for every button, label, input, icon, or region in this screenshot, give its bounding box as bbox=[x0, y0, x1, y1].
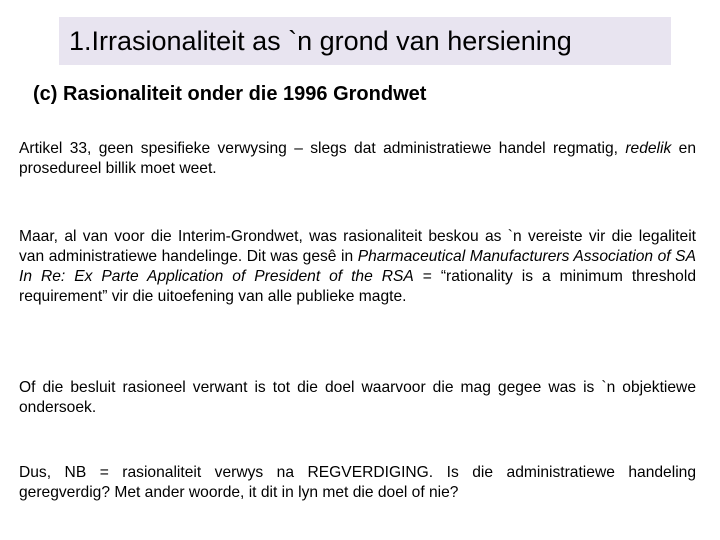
slide-title: 1.Irrasionaliteit as `n grond van hersiening bbox=[69, 25, 572, 56]
paragraph-regverdiging bbox=[19, 463, 696, 503]
italic-term: redelik bbox=[625, 140, 672, 157]
paragraph-interim-grondwet bbox=[19, 227, 696, 307]
paragraph-text: Of die besluit rasioneel verwant is tot die doel waarvoor die mag gegee was is `n objektiewe ondersoek. bbox=[19, 379, 696, 416]
paragraph-text: Maar, al van voor die Interim-Grondwet, was rasionaliteit beskou as `n vereiste vir die legaliteit van administratiewe handelinge. Dit was gesê in bbox=[19, 228, 696, 265]
paragraph-text: Dus, NB = rasionaliteit verwys na REGVERDIGING. Is die administratiewe handeling geregverdig? Met ander woorde, it dit in lyn met die doel of nie? bbox=[19, 464, 696, 501]
paragraph-text: = “rationality is a minimum threshold requirement” vir die uitoefening van alle publieke magte. bbox=[19, 268, 696, 305]
paragraph-artikel-33 bbox=[19, 139, 696, 179]
paragraph-objektiewe-ondersoek bbox=[19, 378, 696, 418]
title-banner bbox=[59, 17, 671, 65]
case-citation: Pharmaceutical Manufacturers Association of SA In Re: Ex Parte Application of President of the RSA bbox=[19, 248, 696, 285]
paragraph-text: en prosedureel billik moet weet. bbox=[19, 140, 696, 177]
paragraph-text: Artikel 33, geen spesifieke verwysing – slegs dat administratiewe handel regmatig, bbox=[19, 140, 626, 157]
slide-subtitle: (c) Rasionaliteit onder die 1996 Grondwet bbox=[33, 83, 427, 105]
